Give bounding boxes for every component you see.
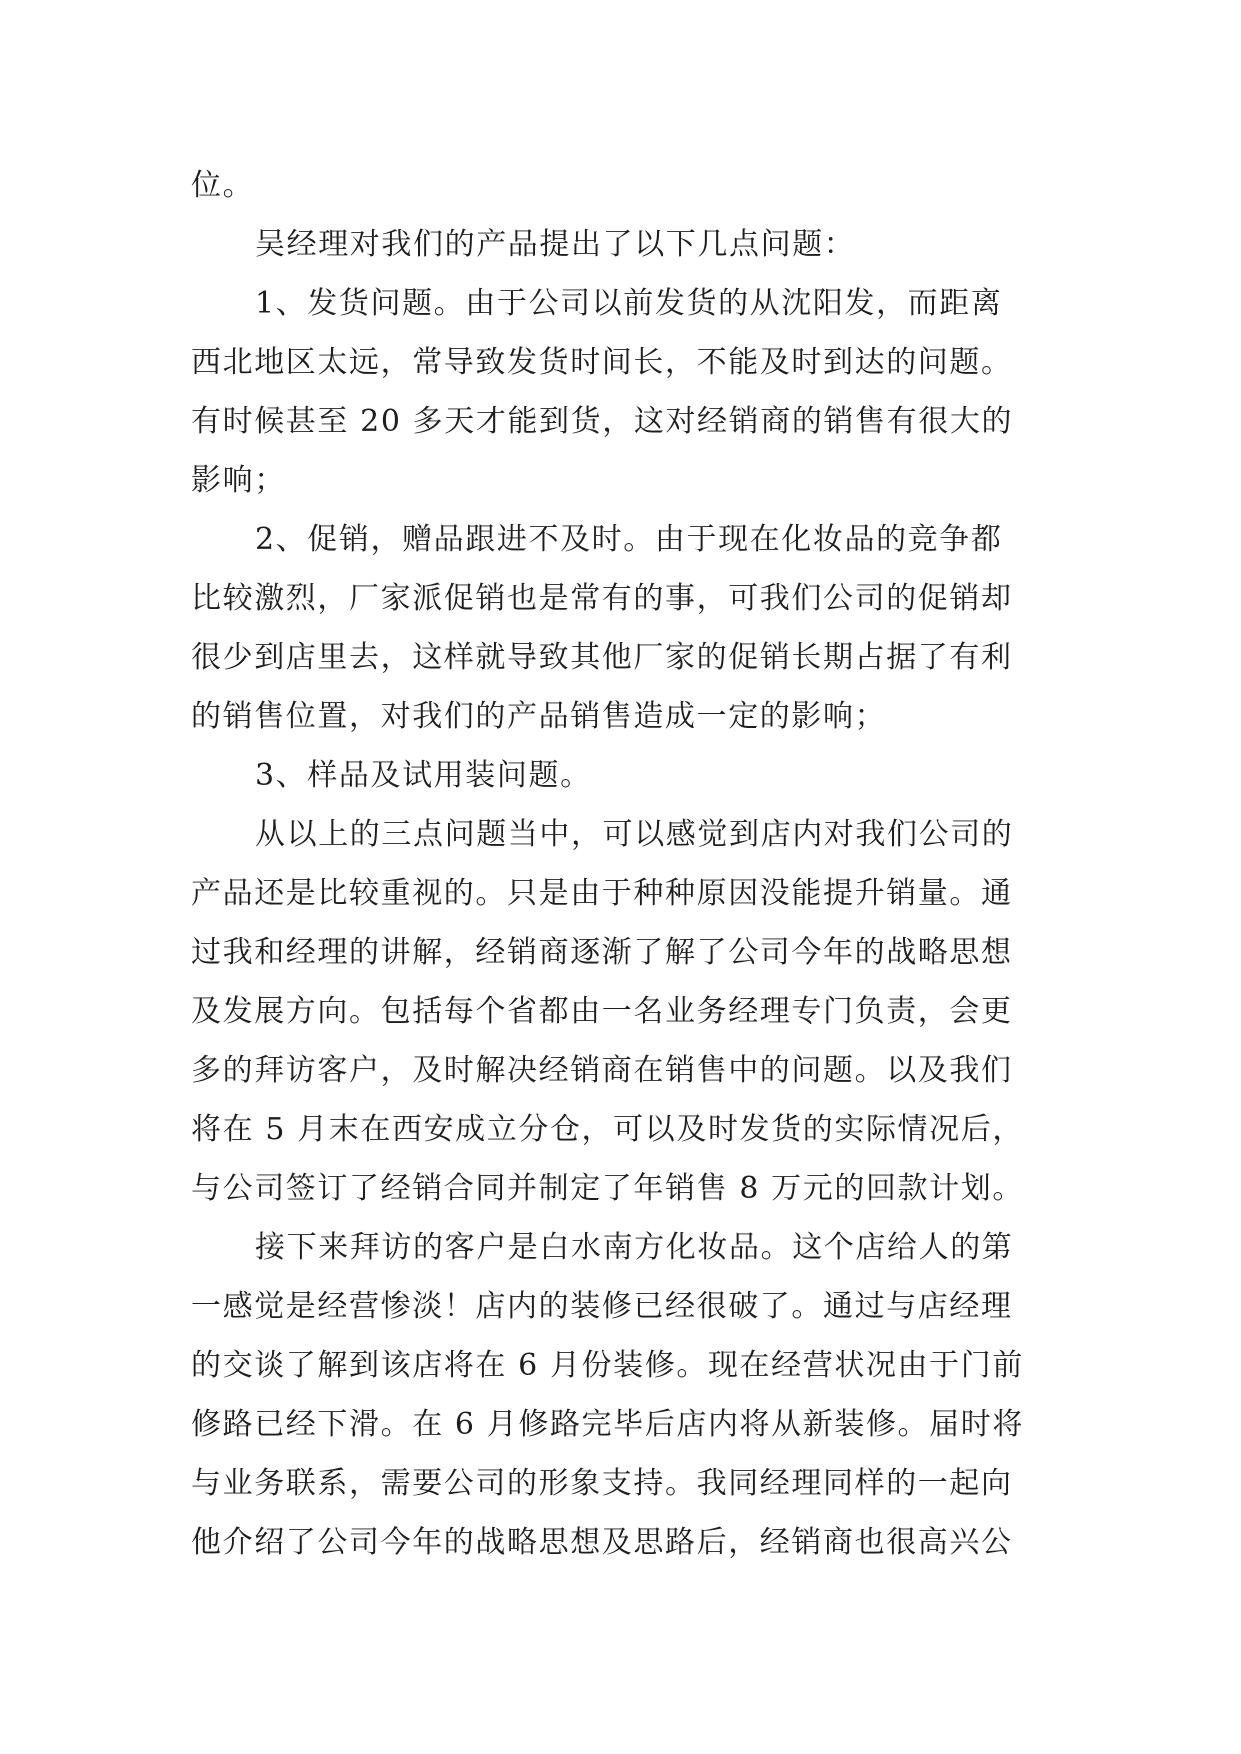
text-line-17: 将在 5 月末在西安成立分仓，可以及时发货的实际情况后， <box>191 1112 1024 1147</box>
text-line-13: 产品还是比较重视的。只是由于种种原因没能提升销量。通 <box>191 876 1013 911</box>
text-line-12: 从以上的三点问题当中，可以感觉到店内对我们公司的 <box>255 817 1014 852</box>
text-line-2: 吴经理对我们的产品提出了以下几点问题： <box>255 227 856 262</box>
text-line-3: 1、发货问题。由于公司以前发货的从沈阳发，而距离 <box>255 286 1003 321</box>
text-line-6: 影响； <box>191 463 286 498</box>
text-line-19: 接下来拜访的客户是白水南方化妆品。这个店给人的第 <box>255 1230 1014 1265</box>
text-line-20: 一感觉是经营惨淡！店内的装修已经很破了。通过与店经理 <box>191 1289 1013 1324</box>
text-line-8: 比较激烈，厂家派促销也是常有的事，可我们公司的促销却 <box>191 581 1013 616</box>
text-line-18: 与公司签订了经销合同并制定了年销售 8 万元的回款计划。 <box>191 1171 1024 1206</box>
document-body <box>191 156 1051 1572</box>
text-line-1: 位。 <box>191 168 255 203</box>
text-line-23: 与业务联系，需要公司的形象支持。我同经理同样的一起向 <box>191 1466 1013 1501</box>
text-line-15: 及发展方向。包括每个省都由一名业务经理专门负责，会更 <box>191 994 1013 1029</box>
text-line-21: 的交谈了解到该店将在 6 月份装修。现在经营状况由于门前 <box>191 1348 1024 1383</box>
text-line-10: 的销售位置，对我们的产品销售造成一定的影响； <box>191 699 887 734</box>
text-line-24: 他介绍了公司今年的战略思想及思路后，经销商也很高兴公 <box>191 1525 1013 1560</box>
text-line-9: 很少到店里去，这样就导致其他厂家的促销长期占据了有利 <box>191 640 1013 675</box>
text-line-7: 2、促销，赠品跟进不及时。由于现在化妆品的竞争都 <box>255 522 1003 557</box>
text-line-16: 多的拜访客户，及时解决经销商在销售中的问题。以及我们 <box>191 1053 1013 1088</box>
text-line-14: 过我和经理的讲解，经销商逐渐了解了公司今年的战略思想 <box>191 935 1013 970</box>
text-line-11: 3、样品及试用装问题。 <box>255 758 592 793</box>
text-line-5: 有时候甚至 20 多天才能到货，这对经销商的销售有很大的 <box>191 404 1014 439</box>
text-line-4: 西北地区太远，常导致发货时间长，不能及时到达的问题。 <box>191 345 1013 380</box>
text-line-22: 修路已经下滑。在 6 月修路完毕后店内将从新装修。届时将 <box>191 1407 1024 1442</box>
